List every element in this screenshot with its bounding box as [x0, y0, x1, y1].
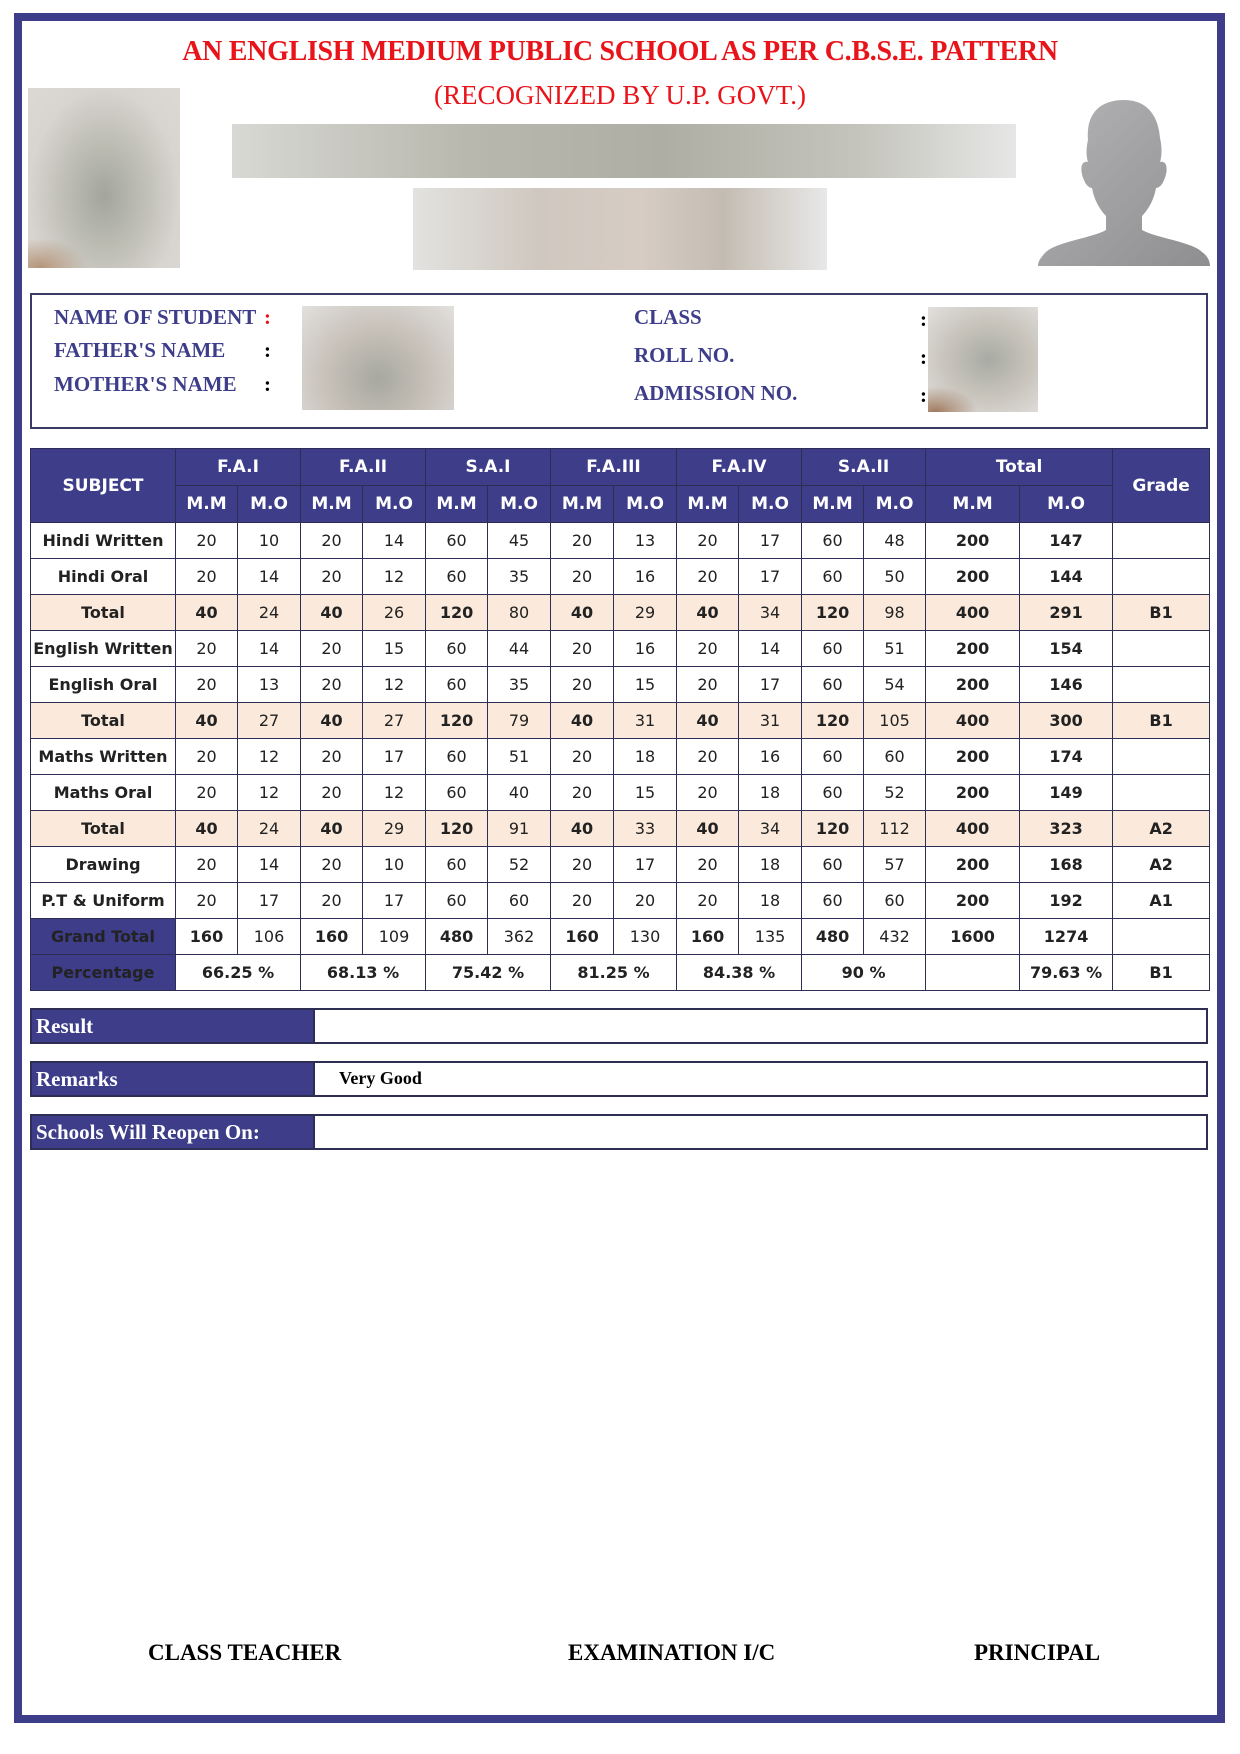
- sub-header: M.M: [426, 486, 488, 523]
- percentage-cell: 84.38 %: [677, 955, 802, 991]
- max-marks-cell: 40: [551, 811, 614, 847]
- max-marks-cell: 60: [426, 667, 488, 703]
- colon: :: [920, 345, 927, 369]
- grand-total-cell: 480: [802, 919, 864, 955]
- school-name-redacted: [232, 124, 1016, 178]
- max-marks-cell: 40: [301, 703, 363, 739]
- max-marks-cell: 20: [176, 775, 238, 811]
- max-marks-cell: 60: [426, 559, 488, 595]
- result-label: Result: [32, 1010, 315, 1042]
- marks-obtained-cell: 15: [614, 775, 677, 811]
- marks-obtained-cell: 12: [238, 775, 301, 811]
- marks-obtained-cell: 17: [238, 883, 301, 919]
- subject-name: English Oral: [31, 667, 176, 703]
- max-marks-cell: 20: [301, 559, 363, 595]
- max-marks-cell: 20: [176, 847, 238, 883]
- percentage-cell: 75.42 %: [426, 955, 551, 991]
- marks-obtained-cell: 60: [864, 883, 926, 919]
- max-marks-cell: 20: [677, 847, 739, 883]
- max-marks-cell: 120: [426, 703, 488, 739]
- group-header: F.A.IV: [677, 449, 802, 486]
- max-marks-cell: 20: [176, 883, 238, 919]
- subject-header: SUBJECT: [31, 449, 176, 523]
- grade-cell: [1113, 523, 1210, 559]
- max-marks-cell: 20: [551, 667, 614, 703]
- marks-obtained-cell: 51: [488, 739, 551, 775]
- marks-obtained-cell: 18: [739, 847, 802, 883]
- marks-obtained-cell: 17: [739, 559, 802, 595]
- marks-obtained-cell: 98: [864, 595, 926, 631]
- marks-obtained-cell: 17: [614, 847, 677, 883]
- percentage-row: [31, 955, 1210, 991]
- class-label: CLASS: [634, 305, 702, 329]
- grand-total-cell: 1274: [1020, 919, 1113, 955]
- marks-obtained-cell: 26: [363, 595, 426, 631]
- marks-obtained-cell: 52: [488, 847, 551, 883]
- max-marks-cell: 60: [426, 847, 488, 883]
- marks-obtained-cell: 154: [1020, 631, 1113, 667]
- grade-cell: B1: [1113, 703, 1210, 739]
- max-marks-cell: 120: [426, 811, 488, 847]
- marks-obtained-cell: 112: [864, 811, 926, 847]
- percentage-cell: 66.25 %: [176, 955, 301, 991]
- max-marks-cell: 40: [176, 703, 238, 739]
- marks-obtained-cell: 40: [488, 775, 551, 811]
- reopen-label: Schools Will Reopen On:: [32, 1116, 315, 1148]
- max-marks-cell: 60: [802, 847, 864, 883]
- subject-row: [31, 667, 1210, 703]
- sub-header: M.O: [864, 486, 926, 523]
- max-marks-cell: 60: [802, 667, 864, 703]
- marks-obtained-cell: 14: [739, 631, 802, 667]
- remarks-row: [30, 1061, 1208, 1097]
- marks-obtained-cell: 15: [614, 667, 677, 703]
- grand-total-cell: 160: [551, 919, 614, 955]
- total-label: Total: [31, 811, 176, 847]
- max-marks-cell: 40: [551, 595, 614, 631]
- marks-obtained-cell: 147: [1020, 523, 1113, 559]
- marks-obtained-cell: 17: [739, 667, 802, 703]
- subject-row: [31, 883, 1210, 919]
- sub-header: M.O: [1020, 486, 1113, 523]
- max-marks-cell: 60: [426, 631, 488, 667]
- sub-header: M.O: [488, 486, 551, 523]
- max-marks-cell: 20: [301, 739, 363, 775]
- marks-obtained-cell: 29: [363, 811, 426, 847]
- grade-cell: A2: [1113, 811, 1210, 847]
- subject-name: English Written: [31, 631, 176, 667]
- max-marks-cell: 60: [426, 739, 488, 775]
- marks-obtained-cell: 29: [614, 595, 677, 631]
- max-marks-cell: 20: [551, 559, 614, 595]
- max-marks-cell: 20: [176, 559, 238, 595]
- max-marks-cell: 20: [301, 631, 363, 667]
- grand-total-cell: 432: [864, 919, 926, 955]
- marks-obtained-cell: 10: [238, 523, 301, 559]
- grand-total-cell: 480: [426, 919, 488, 955]
- max-marks-cell: 20: [551, 775, 614, 811]
- student-info-box: [30, 293, 1208, 429]
- student-details-redacted: [302, 306, 454, 410]
- marks-obtained-cell: 27: [363, 703, 426, 739]
- max-marks-cell: 40: [677, 595, 739, 631]
- marks-obtained-cell: 18: [739, 775, 802, 811]
- colon: :: [264, 338, 271, 362]
- grade-cell: A1: [1113, 883, 1210, 919]
- sub-header: M.M: [176, 486, 238, 523]
- marks-obtained-cell: 192: [1020, 883, 1113, 919]
- max-marks-cell: 20: [551, 523, 614, 559]
- examination-ic-signature-label: EXAMINATION I/C: [568, 1640, 776, 1665]
- marks-obtained-cell: 291: [1020, 595, 1113, 631]
- marks-obtained-cell: 17: [739, 523, 802, 559]
- marks-obtained-cell: 51: [864, 631, 926, 667]
- marks-obtained-cell: 15: [363, 631, 426, 667]
- max-marks-cell: 120: [426, 595, 488, 631]
- grade-cell: [1113, 631, 1210, 667]
- colon: :: [264, 305, 271, 329]
- sub-header: M.M: [301, 486, 363, 523]
- subject-name: Drawing: [31, 847, 176, 883]
- max-marks-cell: 20: [677, 523, 739, 559]
- max-marks-cell: 60: [426, 883, 488, 919]
- max-marks-cell: 20: [301, 523, 363, 559]
- marks-obtained-cell: 57: [864, 847, 926, 883]
- grand-total-cell: 130: [614, 919, 677, 955]
- marks-obtained-cell: 16: [614, 559, 677, 595]
- max-marks-cell: 20: [176, 631, 238, 667]
- remarks-label: Remarks: [32, 1063, 315, 1095]
- max-marks-cell: 60: [802, 523, 864, 559]
- grand-total-cell: 135: [739, 919, 802, 955]
- max-marks-cell: 20: [677, 883, 739, 919]
- marks-obtained-cell: 60: [864, 739, 926, 775]
- marks-obtained-cell: 24: [238, 811, 301, 847]
- grade-header: Grade: [1113, 449, 1210, 523]
- roll-no-label: ROLL NO.: [634, 343, 735, 367]
- max-marks-cell: 60: [802, 559, 864, 595]
- percentage-total-mo: 79.63 %: [1020, 955, 1113, 991]
- marks-obtained-cell: 79: [488, 703, 551, 739]
- max-marks-cell: 400: [926, 703, 1020, 739]
- subject-row: [31, 847, 1210, 883]
- subject-name: P.T & Uniform: [31, 883, 176, 919]
- grand-total-cell: 160: [301, 919, 363, 955]
- marks-obtained-cell: 35: [488, 559, 551, 595]
- grand-total-grade: [1113, 919, 1210, 955]
- total-row: [31, 595, 1210, 631]
- max-marks-cell: 200: [926, 523, 1020, 559]
- marks-obtained-cell: 24: [238, 595, 301, 631]
- result-value: [315, 1010, 1206, 1042]
- max-marks-cell: 20: [677, 775, 739, 811]
- marks-obtained-cell: 18: [739, 883, 802, 919]
- marks-obtained-cell: 18: [614, 739, 677, 775]
- marks-obtained-cell: 20: [614, 883, 677, 919]
- max-marks-cell: 60: [802, 883, 864, 919]
- grand-total-label: Grand Total: [31, 919, 176, 955]
- max-marks-cell: 200: [926, 631, 1020, 667]
- marks-obtained-cell: 105: [864, 703, 926, 739]
- school-recognition: (RECOGNIZED BY U.P. GOVT.): [434, 80, 806, 110]
- max-marks-cell: 20: [176, 667, 238, 703]
- grand-total-row: [31, 919, 1210, 955]
- marks-obtained-cell: 168: [1020, 847, 1113, 883]
- grade-cell: B1: [1113, 595, 1210, 631]
- total-label: Total: [31, 595, 176, 631]
- marks-obtained-cell: 16: [739, 739, 802, 775]
- grade-cell: [1113, 559, 1210, 595]
- max-marks-cell: 400: [926, 811, 1020, 847]
- marks-obtained-cell: 50: [864, 559, 926, 595]
- marks-obtained-cell: 14: [238, 631, 301, 667]
- max-marks-cell: 20: [677, 667, 739, 703]
- marks-obtained-cell: 17: [363, 883, 426, 919]
- marks-obtained-cell: 17: [363, 739, 426, 775]
- subject-name: Maths Oral: [31, 775, 176, 811]
- marks-obtained-cell: 174: [1020, 739, 1113, 775]
- max-marks-cell: 60: [802, 739, 864, 775]
- school-logo-redacted: [28, 88, 180, 268]
- max-marks-cell: 60: [802, 775, 864, 811]
- marks-obtained-cell: 34: [739, 595, 802, 631]
- grand-total-cell: 362: [488, 919, 551, 955]
- marks-obtained-cell: 12: [238, 739, 301, 775]
- group-header: Total: [926, 449, 1113, 486]
- student-photo-placeholder-icon: [1036, 96, 1212, 266]
- marks-obtained-cell: 31: [614, 703, 677, 739]
- max-marks-cell: 200: [926, 667, 1020, 703]
- school-address-redacted: [413, 188, 827, 270]
- max-marks-cell: 200: [926, 559, 1020, 595]
- reopen-value: [315, 1116, 1206, 1148]
- marks-obtained-cell: 34: [739, 811, 802, 847]
- marks-obtained-cell: 44: [488, 631, 551, 667]
- max-marks-cell: 60: [802, 631, 864, 667]
- marks-obtained-cell: 13: [614, 523, 677, 559]
- colon: :: [920, 307, 927, 331]
- marks-obtained-cell: 54: [864, 667, 926, 703]
- percentage-grade: B1: [1113, 955, 1210, 991]
- sub-header: M.O: [614, 486, 677, 523]
- max-marks-cell: 120: [802, 595, 864, 631]
- marks-obtained-cell: 80: [488, 595, 551, 631]
- max-marks-cell: 40: [301, 811, 363, 847]
- grand-total-cell: 160: [176, 919, 238, 955]
- sub-header: M.M: [551, 486, 614, 523]
- grand-total-cell: 160: [677, 919, 739, 955]
- max-marks-cell: 40: [301, 595, 363, 631]
- marks-obtained-cell: 146: [1020, 667, 1113, 703]
- marks-obtained-cell: 60: [488, 883, 551, 919]
- percentage-cell: 68.13 %: [301, 955, 426, 991]
- name-of-student-label: NAME OF STUDENT: [54, 305, 257, 329]
- max-marks-cell: 20: [176, 739, 238, 775]
- total-row: [31, 811, 1210, 847]
- total-label: Total: [31, 703, 176, 739]
- marks-obtained-cell: 12: [363, 667, 426, 703]
- marks-obtained-cell: 52: [864, 775, 926, 811]
- marks-obtained-cell: 14: [238, 559, 301, 595]
- grade-cell: [1113, 775, 1210, 811]
- marks-obtained-cell: 13: [238, 667, 301, 703]
- max-marks-cell: 200: [926, 847, 1020, 883]
- marks-obtained-cell: 323: [1020, 811, 1113, 847]
- max-marks-cell: 20: [301, 883, 363, 919]
- max-marks-cell: 120: [802, 703, 864, 739]
- subject-name: Maths Written: [31, 739, 176, 775]
- group-header: F.A.I: [176, 449, 301, 486]
- sub-header: M.M: [677, 486, 739, 523]
- sub-header: M.M: [926, 486, 1020, 523]
- colon: :: [920, 383, 927, 407]
- max-marks-cell: 20: [677, 559, 739, 595]
- max-marks-cell: 40: [176, 595, 238, 631]
- max-marks-cell: 40: [677, 811, 739, 847]
- max-marks-cell: 60: [426, 523, 488, 559]
- percentage-cell: 81.25 %: [551, 955, 677, 991]
- percentage-total-mm: [926, 955, 1020, 991]
- grand-total-cell: 1600: [926, 919, 1020, 955]
- max-marks-cell: 200: [926, 775, 1020, 811]
- grade-cell: [1113, 739, 1210, 775]
- max-marks-cell: 20: [301, 667, 363, 703]
- group-header: F.A.II: [301, 449, 426, 486]
- max-marks-cell: 20: [551, 883, 614, 919]
- sub-header: M.M: [802, 486, 864, 523]
- max-marks-cell: 400: [926, 595, 1020, 631]
- marks-obtained-cell: 149: [1020, 775, 1113, 811]
- max-marks-cell: 200: [926, 883, 1020, 919]
- admission-no-label: ADMISSION NO.: [634, 381, 798, 405]
- marks-obtained-cell: 45: [488, 523, 551, 559]
- reopen-row: [30, 1114, 1208, 1150]
- marks-obtained-cell: 48: [864, 523, 926, 559]
- subject-name: Hindi Written: [31, 523, 176, 559]
- sub-header: M.O: [238, 486, 301, 523]
- max-marks-cell: 20: [551, 739, 614, 775]
- max-marks-cell: 40: [551, 703, 614, 739]
- marks-obtained-cell: 27: [238, 703, 301, 739]
- marks-obtained-cell: 10: [363, 847, 426, 883]
- grade-cell: [1113, 667, 1210, 703]
- max-marks-cell: 20: [551, 847, 614, 883]
- sub-header: M.O: [739, 486, 802, 523]
- marks-table: [30, 448, 1210, 991]
- max-marks-cell: 20: [551, 631, 614, 667]
- grade-cell: A2: [1113, 847, 1210, 883]
- result-row: [30, 1008, 1208, 1044]
- group-header: F.A.III: [551, 449, 677, 486]
- total-row: [31, 703, 1210, 739]
- marks-obtained-cell: 144: [1020, 559, 1113, 595]
- fathers-name-label: FATHER'S NAME: [54, 338, 226, 362]
- subject-row: [31, 775, 1210, 811]
- group-header: S.A.I: [426, 449, 551, 486]
- max-marks-cell: 20: [677, 739, 739, 775]
- subject-row: [31, 523, 1210, 559]
- marks-obtained-cell: 300: [1020, 703, 1113, 739]
- max-marks-cell: 40: [176, 811, 238, 847]
- marks-obtained-cell: 31: [739, 703, 802, 739]
- marks-obtained-cell: 33: [614, 811, 677, 847]
- subject-row: [31, 631, 1210, 667]
- grand-total-cell: 109: [363, 919, 426, 955]
- marks-obtained-cell: 12: [363, 559, 426, 595]
- percentage-label: Percentage: [31, 955, 176, 991]
- sub-header: M.O: [363, 486, 426, 523]
- group-header: S.A.II: [802, 449, 926, 486]
- marks-obtained-cell: 14: [363, 523, 426, 559]
- subject-row: [31, 559, 1210, 595]
- principal-signature-label: PRINCIPAL: [974, 1640, 1101, 1665]
- remarks-value: Very Good: [339, 1068, 422, 1088]
- max-marks-cell: 20: [176, 523, 238, 559]
- max-marks-cell: 200: [926, 739, 1020, 775]
- max-marks-cell: 20: [301, 775, 363, 811]
- max-marks-cell: 40: [677, 703, 739, 739]
- class-details-redacted: [928, 307, 1038, 412]
- max-marks-cell: 120: [802, 811, 864, 847]
- colon: :: [264, 372, 271, 396]
- marks-obtained-cell: 16: [614, 631, 677, 667]
- marks-obtained-cell: 14: [238, 847, 301, 883]
- max-marks-cell: 20: [301, 847, 363, 883]
- marks-obtained-cell: 35: [488, 667, 551, 703]
- subject-name: Hindi Oral: [31, 559, 176, 595]
- max-marks-cell: 60: [426, 775, 488, 811]
- marks-obtained-cell: 12: [363, 775, 426, 811]
- grand-total-cell: 106: [238, 919, 301, 955]
- mothers-name-label: MOTHER'S NAME: [54, 372, 237, 396]
- subject-row: [31, 739, 1210, 775]
- school-tagline: AN ENGLISH MEDIUM PUBLIC SCHOOL AS PER C.B.S.E. PATTERN: [182, 36, 1058, 67]
- percentage-cell: 90 %: [802, 955, 926, 991]
- marks-obtained-cell: 91: [488, 811, 551, 847]
- class-teacher-signature-label: CLASS TEACHER: [148, 1640, 342, 1665]
- max-marks-cell: 20: [677, 631, 739, 667]
